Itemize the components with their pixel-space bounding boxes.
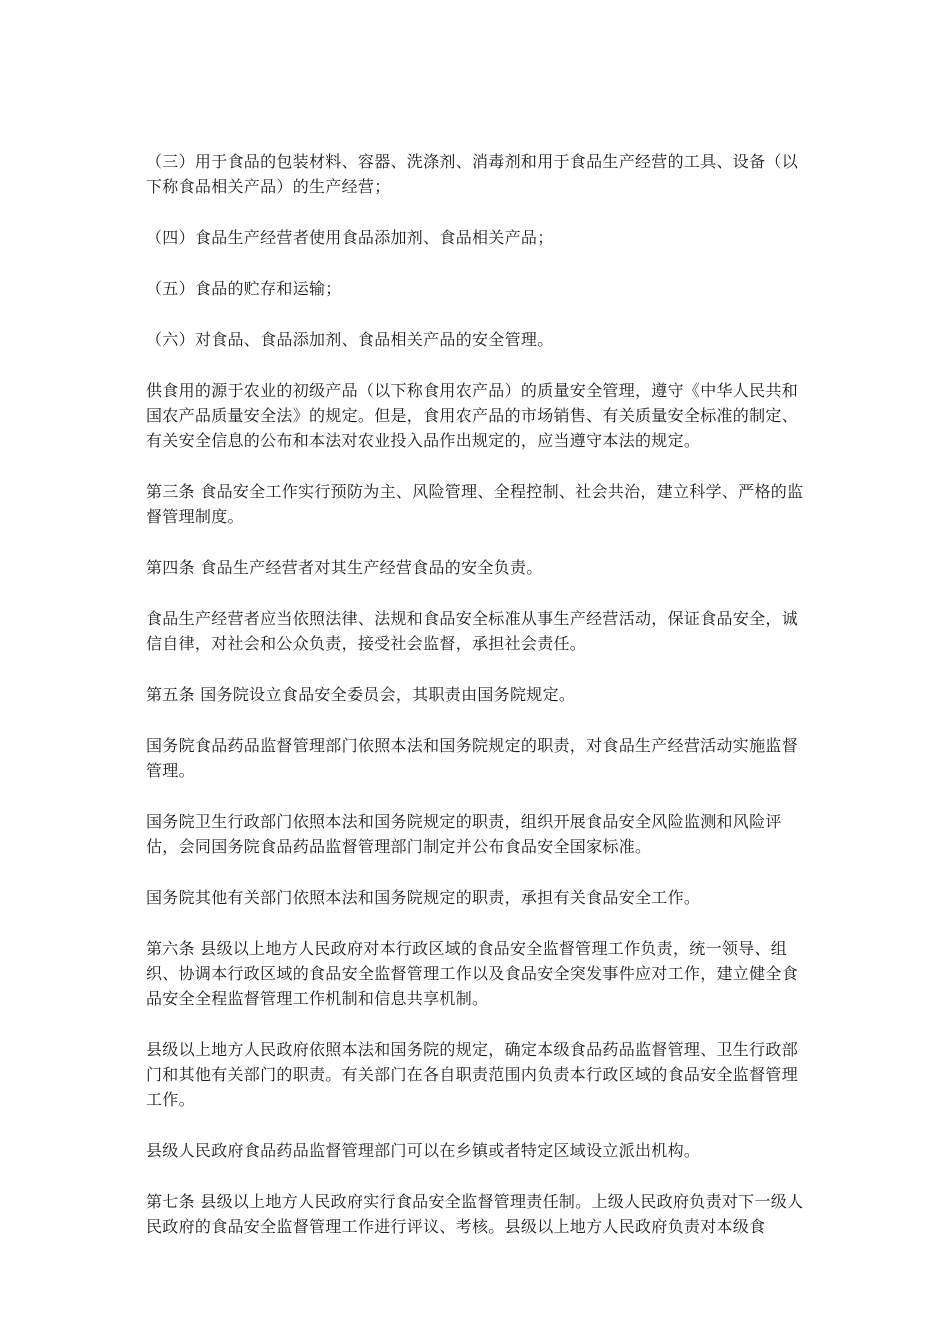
paragraph-article-6-county: 县级人民政府食品药品监督管理部门可以在乡镇或者特定区域设立派出机构。 [146, 1141, 701, 1160]
paragraph-article-6: 第六条 县级以上地方人民政府对本行政区域的食品安全监督管理工作负责，统一领导、组织、协调本行政区域的食品安全监督管理工作以及食品安全突发事件应对工作，建立健全食品安全全程监督管理工作机制和信息共享机制。 [146, 939, 799, 1008]
paragraph-article-4-detail: 食品生产经营者应当依照法律、法规和食品安全标准从事生产经营活动，保证食品安全，诚信自律，对社会和公众负责，接受社会监督，承担社会责任。 [146, 609, 799, 653]
paragraph-article-5: 第五条 国务院设立食品安全委员会，其职责由国务院规定。 [146, 685, 576, 704]
paragraph-article-5-fda: 国务院食品药品监督管理部门依照本法和国务院规定的职责，对食品生产经营活动实施监督管理。 [146, 736, 799, 780]
paragraph-article-5-other: 国务院其他有关部门依照本法和国务院规定的职责，承担有关食品安全工作。 [146, 888, 701, 907]
paragraph-item-3: （三）用于食品的包装材料、容器、洗涤剂、消毒剂和用于食品生产经营的工具、设备（以下称食品相关产品）的生产经营； [146, 152, 799, 196]
paragraph-agricultural-products: 供食用的源于农业的初级产品（以下称食用农产品）的质量安全管理，遵守《中华人民共和国农产品质量安全法》的规定。但是，食用农产品的市场销售、有关质量安全标准的制定、有关安全信息的公布和本法对农业投入品作出规定的，应当遵守本法的规定。 [146, 381, 799, 450]
paragraph-article-3: 第三条 食品安全工作实行预防为主、风险管理、全程控制、社会共治，建立科学、严格的监督管理制度。 [146, 482, 804, 526]
paragraph-item-4: （四）食品生产经营者使用食品添加剂、食品相关产品； [146, 228, 554, 247]
document-page [146, 149, 810, 1265]
paragraph-article-6-local: 县级以上地方人民政府依照本法和国务院的规定，确定本级食品药品监督管理、卫生行政部门和其他有关部门的职责。有关部门在各自职责范围内负责本行政区域的食品安全监督管理工作。 [146, 1040, 799, 1109]
paragraph-article-4: 第四条 食品生产经营者对其生产经营食品的安全负责。 [146, 558, 543, 577]
paragraph-article-5-health: 国务院卫生行政部门依照本法和国务院规定的职责，组织开展食品安全风险监测和风险评估，会同国务院食品药品监督管理部门制定并公布食品安全国家标准。 [146, 812, 782, 856]
paragraph-article-7: 第七条 县级以上地方人民政府实行食品安全监督管理责任制。上级人民政府负责对下一级人民政府的食品安全监督管理工作进行评议、考核。县级以上地方人民政府负责对本级食 [146, 1192, 804, 1236]
paragraph-item-6: （六）对食品、食品添加剂、食品相关产品的安全管理。 [146, 330, 554, 349]
paragraph-item-5: （五）食品的贮存和运输； [146, 279, 342, 298]
